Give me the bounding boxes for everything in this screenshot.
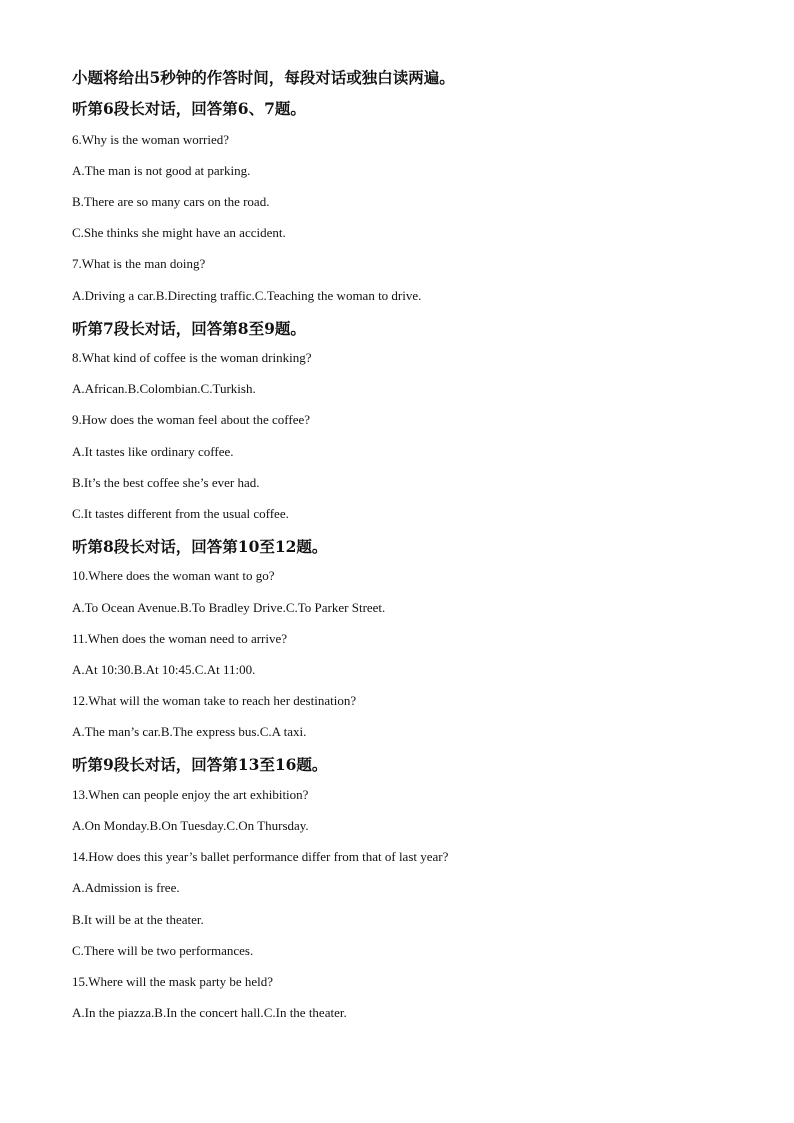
question-text: 15.Where will the mask party be held? — [72, 974, 274, 989]
option-b: B.Directing traffic. — [155, 288, 255, 303]
option-a: A.The man is not good at parking. — [72, 163, 251, 178]
option-b: B.It’s the best coffee she’s ever had. — [72, 475, 260, 490]
option-a: A.At 10:30. — [72, 662, 134, 677]
question-text: 8.What kind of coffee is the woman drinking? — [72, 350, 312, 365]
option-a: A.It tastes like ordinary coffee. — [72, 444, 234, 459]
section-header: 听第9段长对话，回答第13至16题。 — [72, 755, 328, 774]
option-a: A.Driving a car. — [72, 288, 156, 303]
option-b: B.The express bus. — [160, 724, 260, 739]
option-a: A.In the piazza. — [72, 1005, 155, 1020]
option-b: B.On Tuesday. — [149, 818, 227, 833]
options-row — [72, 288, 421, 304]
option-b: B.In the concert hall. — [154, 1005, 264, 1020]
question-text: 11.When does the woman need to arrive? — [72, 631, 288, 646]
option-b: B.It will be at the theater. — [72, 912, 204, 927]
question-text: 12.What will the woman take to reach her destination? — [72, 693, 357, 708]
intro-instruction: 小题将给出5秒钟的作答时间，每段对话或独白读两遍。 — [72, 68, 455, 87]
options-row — [72, 600, 385, 616]
section-header: 听第8段长对话，回答第10至12题。 — [72, 537, 328, 556]
option-a: A.Admission is free. — [72, 880, 180, 895]
option-c: C.She thinks she might have an accident. — [72, 225, 286, 240]
option-c: C.In the theater. — [263, 1005, 347, 1020]
question-text: 13.When can people enjoy the art exhibition? — [72, 787, 309, 802]
option-c: C.Teaching the woman to drive. — [254, 288, 422, 303]
option-c: C.A taxi. — [259, 724, 307, 739]
option-b: B.Colombian. — [127, 381, 201, 396]
option-a: A.The man’s car. — [72, 724, 161, 739]
options-row — [72, 662, 255, 678]
option-a: A.African. — [72, 381, 128, 396]
question-text: 9.How does the woman feel about the coffee? — [72, 412, 311, 427]
option-b: B.To Bradley Drive. — [179, 600, 286, 615]
option-c: C.There will be two performances. — [72, 943, 254, 958]
options-row — [72, 724, 306, 740]
option-c: C.On Thursday. — [226, 818, 309, 833]
section-header: 听第6段长对话，回答第6、7题。 — [72, 99, 306, 118]
question-text: 14.How does this year’s ballet performance differ from that of last year? — [72, 849, 449, 864]
option-c: C.At 11:00. — [194, 662, 256, 677]
question-text: 7.What is the man doing? — [72, 256, 206, 271]
option-b: B.At 10:45. — [133, 662, 195, 677]
option-a: A.On Monday. — [72, 818, 150, 833]
section-header: 听第7段长对话，回答第8至9题。 — [72, 319, 306, 338]
option-b: B.There are so many cars on the road. — [72, 194, 270, 209]
option-c: C.To Parker Street. — [285, 600, 386, 615]
option-a: A.To Ocean Avenue. — [72, 600, 180, 615]
option-c: C.It tastes different from the usual coffee. — [72, 506, 289, 521]
question-text: 10.Where does the woman want to go? — [72, 568, 275, 583]
options-row — [72, 818, 309, 834]
options-row — [72, 381, 256, 397]
option-c: C.Turkish. — [200, 381, 256, 396]
options-row — [72, 1005, 347, 1021]
question-text: 6.Why is the woman worried? — [72, 132, 230, 147]
